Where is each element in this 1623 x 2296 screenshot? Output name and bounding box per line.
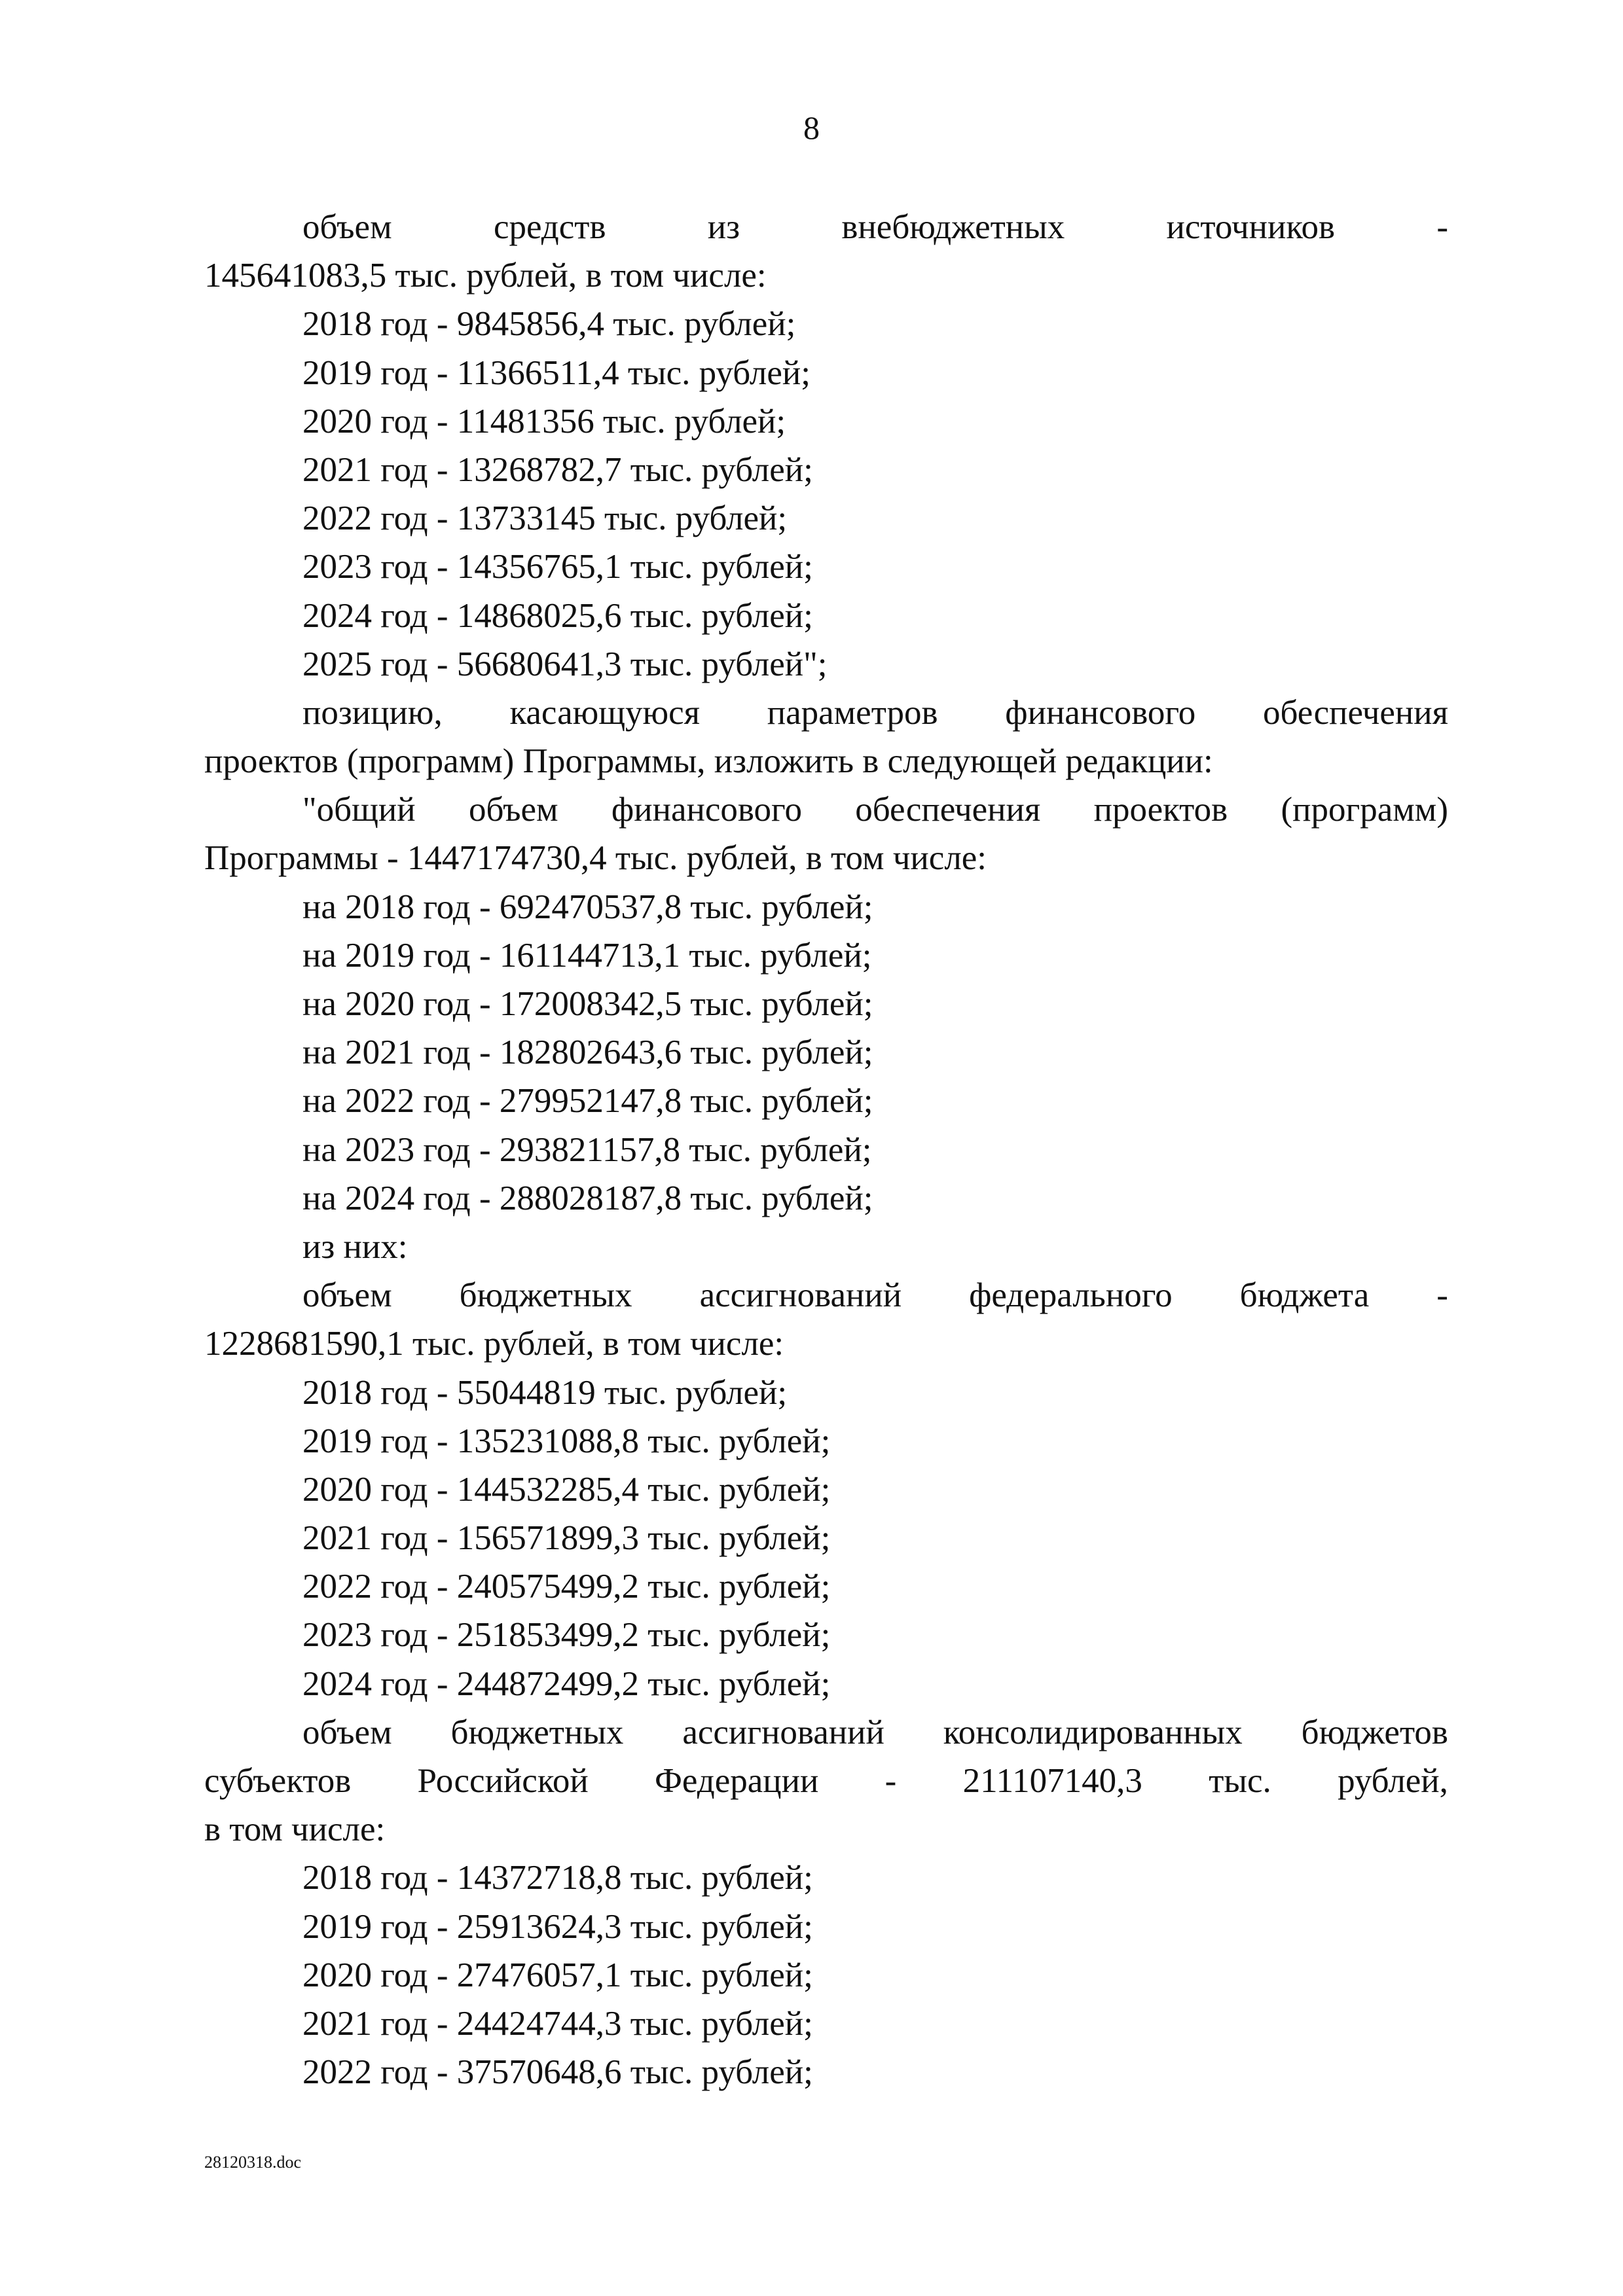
- text-line: 2019 год - 11366511,4 тыс. рублей;: [302, 353, 811, 392]
- text-line: 2020 год - 144532285,4 тыс. рублей;: [302, 1470, 831, 1509]
- text-line: 2024 год - 14868025,6 тыс. рублей;: [302, 596, 813, 635]
- text-line: 2021 год - 24424744,3 тыс. рублей;: [302, 2004, 813, 2043]
- text-line: объем средств из внебюджетных источников -: [302, 208, 1448, 246]
- text-line: позицию, касающуюся параметров финансового обеспечения: [302, 693, 1448, 732]
- document-body: [204, 203, 1448, 2096]
- text-line: 2022 год - 13733145 тыс. рублей;: [302, 499, 788, 538]
- text-line: 2020 год - 27476057,1 тыс. рублей;: [302, 1956, 813, 1994]
- text-line: 2021 год - 13268782,7 тыс. рублей;: [302, 450, 813, 489]
- text-line: объем бюджетных ассигнований федерального бюджета -: [302, 1276, 1448, 1315]
- text-line: на 2022 год - 279952147,8 тыс. рублей;: [302, 1082, 873, 1121]
- text-line: 1228681590,1 тыс. рублей, в том числе:: [204, 1325, 784, 1363]
- text-line: Программы - 1447174730,4 тыс. рублей, в том числе:: [204, 839, 987, 878]
- text-line: на 2020 год - 172008342,5 тыс. рублей;: [302, 985, 873, 1023]
- text-line: в том числе:: [204, 1810, 386, 1849]
- text-line: субъектов Российской Федерации - 211107140,3 тыс. рублей,: [204, 1762, 1448, 1800]
- text-line: 2022 год - 37570648,6 тыс. рублей;: [302, 2053, 813, 2092]
- text-line: из них:: [302, 1227, 408, 1266]
- text-line: 2022 год - 240575499,2 тыс. рублей;: [302, 1568, 831, 1606]
- text-line: 2024 год - 244872499,2 тыс. рублей;: [302, 1664, 831, 1703]
- text-line: на 2024 год - 288028187,8 тыс. рублей;: [302, 1179, 873, 1217]
- text-line: на 2019 год - 161144713,1 тыс. рублей;: [302, 936, 872, 975]
- file-name-footer: 28120318.doc: [204, 2153, 302, 2172]
- text-line: 2021 год - 156571899,3 тыс. рублей;: [302, 1519, 831, 1558]
- text-line: объем бюджетных ассигнований консолидированных бюджетов: [302, 1713, 1448, 1751]
- page-number: 8: [803, 109, 820, 146]
- text-line: 2025 год - 56680641,3 тыс. рублей";: [302, 645, 828, 683]
- text-line: проектов (программ) Программы, изложить в следующей редакции:: [204, 742, 1213, 781]
- text-line: 2018 год - 55044819 тыс. рублей;: [302, 1373, 788, 1412]
- text-line: на 2018 год - 692470537,8 тыс. рублей;: [302, 888, 873, 926]
- text-line: 2019 год - 25913624,3 тыс. рублей;: [302, 1907, 813, 1946]
- text-line: на 2023 год - 293821157,8 тыс. рублей;: [302, 1130, 872, 1169]
- text-line: 145641083,5 тыс. рублей, в том числе:: [204, 257, 767, 295]
- text-line: 2018 год - 9845856,4 тыс. рублей;: [302, 305, 796, 344]
- text-line: "общий объем финансового обеспечения проектов (программ): [302, 791, 1448, 829]
- text-line: 2020 год - 11481356 тыс. рублей;: [302, 402, 786, 440]
- text-line: 2018 год - 14372718,8 тыс. рублей;: [302, 1859, 813, 1897]
- text-line: 2023 год - 14356765,1 тыс. рублей;: [302, 548, 813, 586]
- text-line: на 2021 год - 182802643,6 тыс. рублей;: [302, 1033, 873, 1072]
- text-line: 2019 год - 135231088,8 тыс. рублей;: [302, 1422, 831, 1460]
- text-line: 2023 год - 251853499,2 тыс. рублей;: [302, 1616, 831, 1655]
